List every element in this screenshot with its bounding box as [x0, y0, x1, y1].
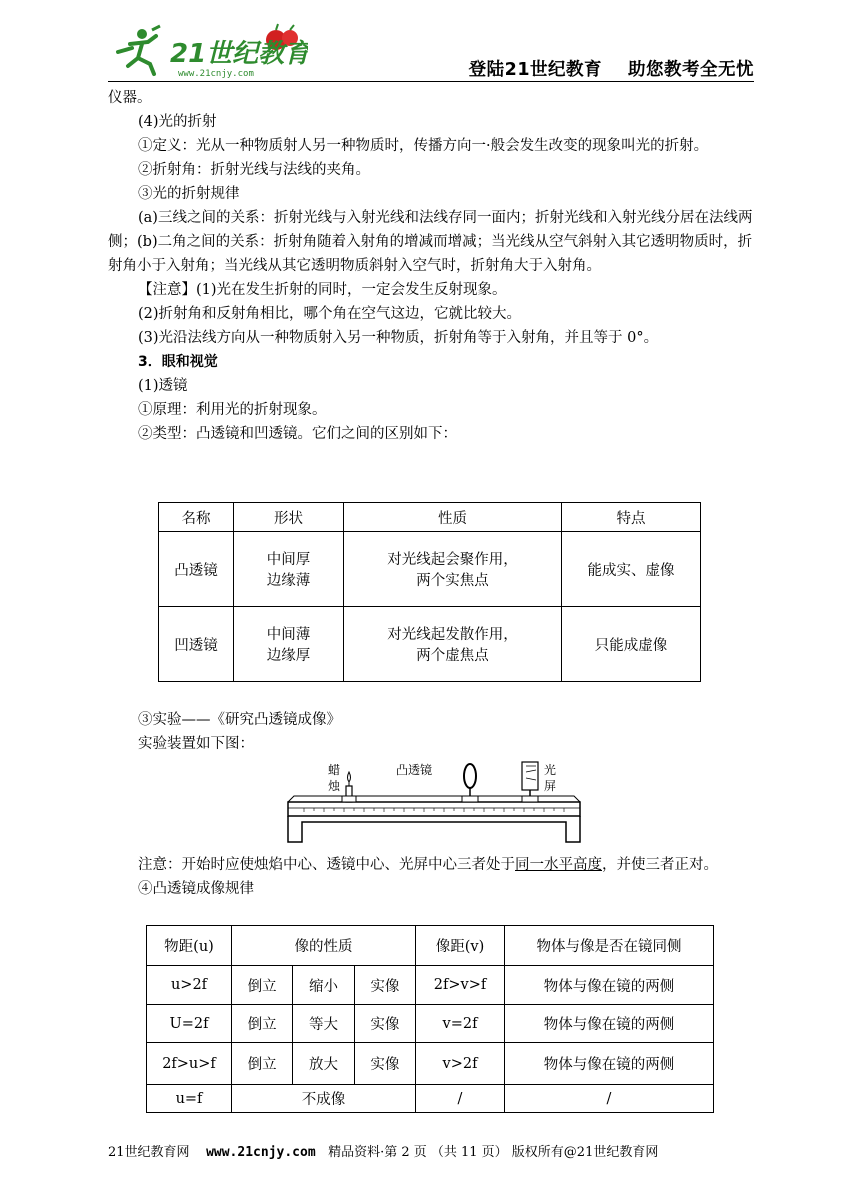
table-cell: / — [505, 1085, 714, 1113]
candle-label-1: 蜡 — [328, 763, 341, 777]
table-header: 特点 — [562, 503, 701, 532]
lens-comparison-table — [158, 502, 701, 682]
cell-line: 中间厚 — [266, 552, 311, 568]
note-text: 注意：开始时应使烛焰中心、透镜中心、光屏中心三者处于 — [138, 857, 515, 873]
table-cell: 凹透镜 — [159, 607, 234, 682]
table-cell: 倒立 — [232, 1043, 293, 1085]
optical-bench-diagram — [284, 758, 584, 848]
slogan-left: 登陆21世纪教育 — [468, 60, 602, 80]
cell-line: 对光线起发散作用， — [387, 627, 518, 643]
table-header: 名称 — [159, 503, 234, 532]
table-cell: 能成实、虚像 — [562, 532, 701, 607]
table-row — [147, 1043, 714, 1085]
table-header: 物体与像是否在镜同侧 — [505, 926, 714, 966]
table-header: 形状 — [234, 503, 344, 532]
subsection-heading: (1)透镜 — [138, 378, 188, 394]
table-cell: 凸透镜 — [159, 532, 234, 607]
text-line: ①原理：利用光的折射现象。 — [138, 402, 327, 418]
table-header: 像的性质 — [232, 926, 416, 966]
table-cell: 2f>u>f — [147, 1043, 232, 1085]
text-line: ③实验——《研究凸透镜成像》 — [138, 712, 341, 728]
table-cell — [344, 607, 562, 682]
optical-bench-figure — [284, 758, 584, 848]
footer-web[interactable]: www.21cnjy.com — [206, 1145, 316, 1160]
candle-label-2: 烛 — [328, 779, 341, 793]
footer-site: 21世纪教育网 — [108, 1145, 190, 1160]
logo-graphic — [108, 22, 308, 80]
table-cell: 等大 — [293, 1005, 354, 1043]
header-slogan — [469, 56, 754, 81]
section-heading: 3．眼和视觉 — [138, 354, 218, 370]
table-cell: 倒立 — [232, 966, 293, 1005]
cell-line: 两个虚焦点 — [416, 648, 489, 664]
cell-line: 两个实焦点 — [416, 573, 489, 589]
table-row — [147, 1085, 714, 1113]
table-cell: 实像 — [354, 966, 415, 1005]
table-cell: v>2f — [416, 1043, 505, 1085]
table-cell: 实像 — [354, 1043, 415, 1085]
table-header: 性质 — [344, 503, 562, 532]
note-line: (3)光沿法线方向从一种物质射入另一种物质，折射角等于入射角，并且等于 0°。 — [138, 330, 659, 346]
section-heading: (4)光的折射 — [138, 114, 217, 130]
lens-label: 凸透镜 — [396, 763, 433, 777]
footer-info: 精品资料·第 2 页 （共 11 页） 版权所有@21世纪教育网 — [328, 1145, 659, 1160]
table-row — [147, 966, 714, 1005]
text-line: 仪器。 — [108, 90, 152, 106]
note-line: 【注意】(1)光在发生折射的同时，一定会发生反射现象。 — [138, 282, 507, 298]
cell-line: 边缘薄 — [266, 573, 311, 589]
table-cell: U=2f — [147, 1005, 232, 1043]
table-row — [159, 532, 701, 607]
table-header: 像距(v) — [416, 926, 505, 966]
table-cell: u=f — [147, 1085, 232, 1113]
page-header — [108, 22, 754, 82]
cell-line: 边缘厚 — [266, 648, 311, 664]
page-content-3 — [108, 853, 754, 901]
cell-line: 对光线起会聚作用， — [387, 552, 518, 568]
table-cell: 2f>v>f — [416, 966, 505, 1005]
table-cell: 只能成虚像 — [562, 607, 701, 682]
logo-url: www.21cnjy.com — [178, 69, 254, 79]
logo-text: 21世纪教育 — [170, 39, 308, 69]
page-content-2 — [108, 708, 754, 756]
text-line: ②折射角：折射光线与法线的夹角。 — [138, 162, 370, 178]
header-rule — [108, 81, 754, 82]
imaging-rules-table — [146, 925, 714, 1113]
table-cell — [234, 607, 344, 682]
table-header: 物距(u) — [147, 926, 232, 966]
text-line: ②类型：凸透镜和凹透镜。它们之间的区别如下： — [138, 426, 457, 442]
table-cell: 不成像 — [232, 1085, 416, 1113]
table-cell: v=2f — [416, 1005, 505, 1043]
logo — [108, 22, 308, 80]
note-paragraph — [108, 853, 754, 877]
text-paragraph: ①定义：光从一种物质射人另一种物质时，传播方向一·般会发生改变的现象叫光的折射。 — [138, 138, 709, 154]
table-cell: 缩小 — [293, 966, 354, 1005]
table-cell: 物体与像在镜的两侧 — [505, 1043, 714, 1085]
table-cell: 物体与像在镜的两侧 — [505, 966, 714, 1005]
note-text: ，并使三者正对。 — [602, 857, 718, 873]
table-cell — [234, 532, 344, 607]
note-line: (2)折射角和反射角相比，哪个角在空气这边，它就比较大。 — [138, 306, 522, 322]
text-line: ③光的折射规律 — [138, 186, 240, 202]
underlined-text: 同一水平高度 — [515, 857, 602, 873]
screen-label-1: 光 — [544, 763, 557, 777]
table-cell: u>2f — [147, 966, 232, 1005]
table-cell: / — [416, 1085, 505, 1113]
table-cell: 实像 — [354, 1005, 415, 1043]
page-content — [108, 86, 754, 446]
text-paragraph: (a)三线之间的关系：折射光线与入射光线和法线存同一面内；折射光线和入射光线分居在法线两侧；(b)二角之间的关系：折射角随着入射角的增减而增减；当光线从空气斜射入其它透明物质时，折射角小于入射角；当光线从其它透明物质斜射入空气时，折射角大于入射角。 — [108, 210, 753, 274]
table-cell: 放大 — [293, 1043, 354, 1085]
screen-label-2: 屏 — [544, 779, 557, 793]
text-line: ④凸透镜成像规律 — [138, 881, 254, 897]
cell-line: 中间薄 — [266, 627, 311, 643]
table-cell — [344, 532, 562, 607]
text-line: 实验装置如下图： — [138, 736, 254, 752]
table-row — [159, 607, 701, 682]
page-footer — [108, 1141, 754, 1160]
table-cell: 物体与像在镜的两侧 — [505, 1005, 714, 1043]
slogan-right: 助您教考全无忧 — [628, 60, 754, 80]
table-cell: 倒立 — [232, 1005, 293, 1043]
table-row — [147, 1005, 714, 1043]
